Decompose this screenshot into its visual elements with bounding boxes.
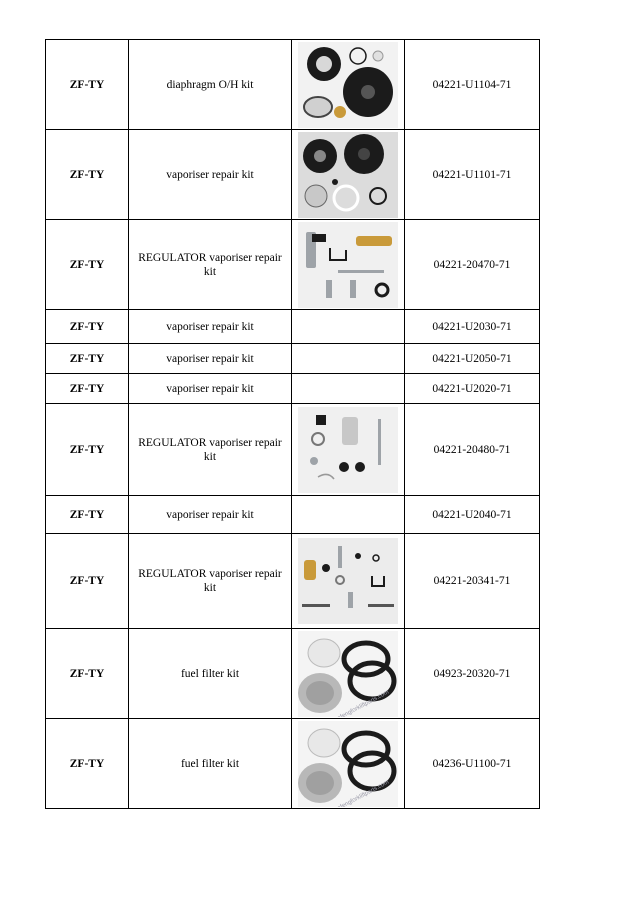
photo-cell (292, 404, 405, 496)
photo-cell-empty (292, 496, 405, 534)
photo-cell-empty (292, 374, 405, 404)
description-cell: REGULATOR vaporiser repair kit (129, 534, 292, 629)
description-cell: vaporiser repair kit (129, 310, 292, 344)
photo-cell (292, 719, 405, 809)
diaphragm-kit-photo (298, 42, 398, 128)
photo-cell (292, 534, 405, 629)
part-number-cell: 04221-20480-71 (405, 404, 540, 496)
brand-cell: ZF-TY (46, 220, 129, 310)
regulator-kit-photo (298, 538, 398, 624)
description-cell: REGULATOR vaporiser repair kit (129, 404, 292, 496)
table-row (46, 220, 540, 310)
part-number-cell: 04221-U2050-71 (405, 344, 540, 374)
fuel-filter-kit-photo (298, 631, 398, 717)
description-cell: fuel filter kit (129, 629, 292, 719)
part-number-cell: 04236-U1100-71 (405, 719, 540, 809)
table-row (46, 130, 540, 220)
description-cell: vaporiser repair kit (129, 344, 292, 374)
table-row (46, 40, 540, 130)
description-cell: fuel filter kit (129, 719, 292, 809)
brand-cell: ZF-TY (46, 130, 129, 220)
table-row (46, 496, 540, 534)
photo-cell (292, 40, 405, 130)
description-cell: vaporiser repair kit (129, 496, 292, 534)
table-row (46, 374, 540, 404)
parts-table (45, 39, 540, 809)
description-cell: vaporiser repair kit (129, 374, 292, 404)
description-cell: vaporiser repair kit (129, 130, 292, 220)
brand-cell: ZF-TY (46, 404, 129, 496)
photo-cell (292, 220, 405, 310)
brand-cell: ZF-TY (46, 344, 129, 374)
photo-cell (292, 629, 405, 719)
table-row (46, 310, 540, 344)
table-row (46, 404, 540, 496)
brand-cell: ZF-TY (46, 310, 129, 344)
part-number-cell: 04221-U2030-71 (405, 310, 540, 344)
table-row (46, 719, 540, 809)
brand-cell: ZF-TY (46, 719, 129, 809)
part-number-cell: 04221-U2020-71 (405, 374, 540, 404)
brand-cell: ZF-TY (46, 374, 129, 404)
part-number-cell: 04923-20320-71 (405, 629, 540, 719)
regulator-kit-photo (298, 222, 398, 308)
fuel-filter-kit-photo (298, 721, 398, 807)
regulator-kit-photo (298, 407, 398, 493)
part-number-cell: 04221-20341-71 (405, 534, 540, 629)
description-cell: REGULATOR vaporiser repair kit (129, 220, 292, 310)
description-cell: diaphragm O/H kit (129, 40, 292, 130)
part-number-cell: 04221-U1101-71 (405, 130, 540, 220)
brand-cell: ZF-TY (46, 534, 129, 629)
brand-cell: ZF-TY (46, 40, 129, 130)
table-row (46, 344, 540, 374)
part-number-cell: 04221-U2040-71 (405, 496, 540, 534)
brand-cell: ZF-TY (46, 496, 129, 534)
part-number-cell: 04221-U1104-71 (405, 40, 540, 130)
vaporiser-kit-photo (298, 132, 398, 218)
photo-cell-empty (292, 344, 405, 374)
photo-cell (292, 130, 405, 220)
part-number-cell: 04221-20470-71 (405, 220, 540, 310)
table-row (46, 629, 540, 719)
brand-cell: ZF-TY (46, 629, 129, 719)
photo-cell-empty (292, 310, 405, 344)
table-row (46, 534, 540, 629)
